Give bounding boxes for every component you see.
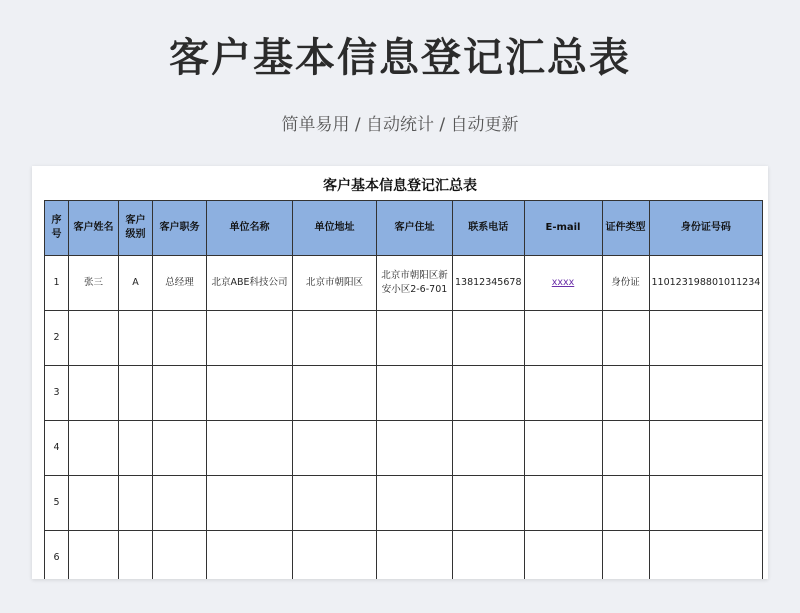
cell-name[interactable] bbox=[69, 366, 119, 421]
header-cell-company: 单位名称 bbox=[207, 201, 293, 256]
cell-company-addr[interactable]: 北京市朝阳区 bbox=[293, 256, 377, 311]
cell-phone[interactable] bbox=[453, 366, 525, 421]
cell-email[interactable] bbox=[524, 366, 602, 421]
cell-home-addr[interactable]: 北京市朝阳区新安小区2-6-701 bbox=[377, 256, 453, 311]
spreadsheet-panel bbox=[32, 166, 768, 579]
cell-id-no[interactable]: 110123198801011234 bbox=[649, 256, 763, 311]
table-row bbox=[45, 256, 763, 311]
cell-no[interactable]: 2 bbox=[45, 311, 69, 366]
header-cell-level: 客户 级别 bbox=[119, 201, 153, 256]
cell-id-no[interactable] bbox=[649, 531, 763, 580]
cell-name[interactable] bbox=[69, 476, 119, 531]
cell-title[interactable] bbox=[153, 366, 207, 421]
cell-no[interactable]: 6 bbox=[45, 531, 69, 580]
header-cell-id-type: 证件类型 bbox=[602, 201, 649, 256]
cell-id-no[interactable] bbox=[649, 366, 763, 421]
cell-company-addr[interactable] bbox=[293, 366, 377, 421]
header-cell-no: 序号 bbox=[45, 201, 69, 256]
cell-company[interactable] bbox=[207, 311, 293, 366]
cell-level[interactable]: A bbox=[119, 256, 153, 311]
cell-name[interactable]: 张三 bbox=[69, 256, 119, 311]
cell-phone[interactable] bbox=[453, 311, 525, 366]
cell-phone[interactable]: 13812345678 bbox=[453, 256, 525, 311]
cell-company[interactable]: 北京ABE科技公司 bbox=[207, 256, 293, 311]
cell-company-addr[interactable] bbox=[293, 311, 377, 366]
cell-title[interactable] bbox=[153, 311, 207, 366]
table-row bbox=[45, 476, 763, 531]
header-cell-email: E-mail bbox=[524, 201, 602, 256]
table-row bbox=[45, 531, 763, 580]
header-row bbox=[45, 201, 763, 256]
page-subtitle: 简单易用 / 自动统计 / 自动更新 bbox=[281, 115, 519, 135]
cell-home-addr[interactable] bbox=[377, 531, 453, 580]
header-cell-phone: 联系电话 bbox=[453, 201, 525, 256]
cell-email[interactable] bbox=[524, 311, 602, 366]
email-link[interactable]: xxxx bbox=[551, 277, 575, 288]
cell-company-addr[interactable] bbox=[293, 531, 377, 580]
cell-no[interactable]: 3 bbox=[45, 366, 69, 421]
cell-id-type[interactable] bbox=[602, 531, 649, 580]
cell-level[interactable] bbox=[119, 476, 153, 531]
cell-email[interactable] bbox=[524, 531, 602, 580]
cell-id-type[interactable] bbox=[602, 421, 649, 476]
cell-email[interactable] bbox=[524, 256, 602, 311]
cell-no[interactable]: 4 bbox=[45, 421, 69, 476]
cell-phone[interactable] bbox=[453, 421, 525, 476]
header-cell-title: 客户职务 bbox=[153, 201, 207, 256]
table-row bbox=[45, 366, 763, 421]
cell-level[interactable] bbox=[119, 421, 153, 476]
cell-name[interactable] bbox=[69, 311, 119, 366]
table-row bbox=[45, 421, 763, 476]
cell-email[interactable] bbox=[524, 421, 602, 476]
cell-id-no[interactable] bbox=[649, 421, 763, 476]
cell-company[interactable] bbox=[207, 366, 293, 421]
sheet-title: 客户基本信息登记汇总表 bbox=[323, 178, 477, 194]
table-row bbox=[45, 311, 763, 366]
cell-title[interactable] bbox=[153, 421, 207, 476]
page-title: 客户基本信息登记汇总表 bbox=[169, 35, 631, 81]
table-body bbox=[45, 256, 763, 580]
cell-name[interactable] bbox=[69, 421, 119, 476]
customer-table bbox=[44, 200, 763, 579]
cell-level[interactable] bbox=[119, 366, 153, 421]
cell-id-type[interactable] bbox=[602, 311, 649, 366]
cell-company-addr[interactable] bbox=[293, 421, 377, 476]
header-cell-id-no: 身份证号码 bbox=[649, 201, 763, 256]
header-cell-name: 客户姓名 bbox=[69, 201, 119, 256]
cell-level[interactable] bbox=[119, 311, 153, 366]
cell-name[interactable] bbox=[69, 531, 119, 580]
cell-no[interactable]: 5 bbox=[45, 476, 69, 531]
cell-id-type[interactable] bbox=[602, 366, 649, 421]
cell-home-addr[interactable] bbox=[377, 476, 453, 531]
cell-title[interactable] bbox=[153, 476, 207, 531]
cell-phone[interactable] bbox=[453, 476, 525, 531]
cell-id-type[interactable] bbox=[602, 476, 649, 531]
cell-company[interactable] bbox=[207, 531, 293, 580]
header-cell-home-addr: 客户住址 bbox=[377, 201, 453, 256]
cell-level[interactable] bbox=[119, 531, 153, 580]
cell-company-addr[interactable] bbox=[293, 476, 377, 531]
cell-home-addr[interactable] bbox=[377, 311, 453, 366]
cell-title[interactable] bbox=[153, 531, 207, 580]
cell-company[interactable] bbox=[207, 421, 293, 476]
cell-title[interactable]: 总经理 bbox=[153, 256, 207, 311]
cell-email[interactable] bbox=[524, 476, 602, 531]
cell-company[interactable] bbox=[207, 476, 293, 531]
cell-no[interactable]: 1 bbox=[45, 256, 69, 311]
cell-home-addr[interactable] bbox=[377, 421, 453, 476]
cell-id-no[interactable] bbox=[649, 311, 763, 366]
cell-id-no[interactable] bbox=[649, 476, 763, 531]
cell-id-type[interactable]: 身份证 bbox=[602, 256, 649, 311]
cell-home-addr[interactable] bbox=[377, 366, 453, 421]
header-cell-company-addr: 单位地址 bbox=[293, 201, 377, 256]
cell-phone[interactable] bbox=[453, 531, 525, 580]
